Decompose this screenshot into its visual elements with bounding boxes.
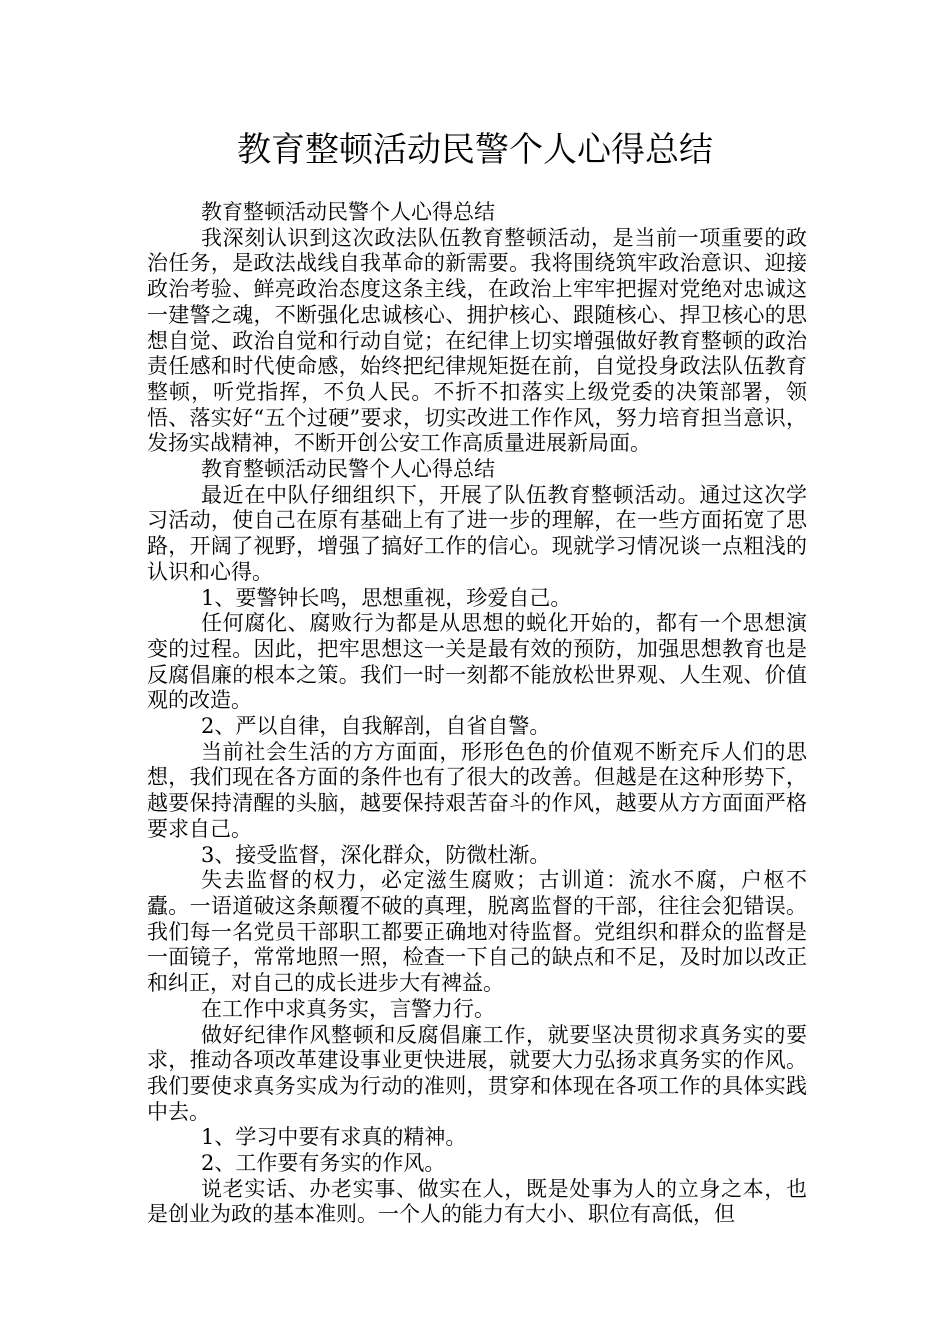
paragraph-subtitle-2: 教育整顿活动民警个人心得总结 xyxy=(201,457,495,482)
list-item: 2、工作要有务实的作风。 xyxy=(201,1151,446,1176)
paragraph: 当前社会生活的方方面面，形形色色的价值观不断充斥人们的思想，我们现在各方面的条件也有了很大的改善。但越是在这种形势下，越要保持清醒的头脑，越要保持艰苦奋斗的作风，越要从方方面面严格要求自己。 xyxy=(147,739,807,841)
section-heading: 2、严以自律，自我解剖，自省自警。 xyxy=(201,714,551,739)
paragraph: 说老实话、办老实事、做实在人，既是处事为人的立身之本，也是创业为政的基本准则。一个人的能力有大小、职位有高低，但 xyxy=(147,1176,807,1227)
section-heading: 3、接受监督，深化群众，防微杜渐。 xyxy=(201,842,551,867)
document-body xyxy=(147,200,807,1228)
section-heading: 1、要警钟长鸣，思想重视，珍爱自己。 xyxy=(201,585,572,610)
paragraph: 任何腐化、腐败行为都是从思想的蜕化开始的，都有一个思想演变的过程。因此，把牢思想这一关是最有效的预防，加强思想教育也是反腐倡廉的根本之策。我们一时一刻都不能放松世界观、人生观、价值观的改造。 xyxy=(147,611,807,713)
paragraph: 做好纪律作风整顿和反腐倡廉工作，就要坚决贯彻求真务实的要求，推动各项改革建设事业更快进展，就要大力弘扬求真务实的作风。我们要使求真务实成为行动的准则，贯穿和体现在各项工作的具体实践中去。 xyxy=(147,1022,807,1124)
document-title: 教育整顿活动民警个人心得总结 xyxy=(237,130,713,170)
paragraph: 失去监督的权力，必定滋生腐败；古训道：流水不腐，户枢不蠹。一语道破这条颠覆不破的真理，脱离监督的干部，往往会犯错误。我们每一名党员干部职工都要正确地对待监督。党组织和群众的监督是一面镜子，常常地照一照，检查一下自己的缺点和不足，及时加以改正和纠正，对自己的成长进步大有裨益。 xyxy=(147,868,807,996)
paragraph: 最近在中队仔细组织下，开展了队伍教育整顿活动。通过这次学习活动，使自己在原有基础上有了进一步的理解，在一些方面拓宽了思路，开阔了视野，增强了搞好工作的信心。现就学习情况谈一点粗浅的认识和心得。 xyxy=(147,482,807,584)
paragraph: 我深刻认识到这次政法队伍教育整顿活动，是当前一项重要的政治任务，是政法战线自我革命的新需要。我将围绕筑牢政治意识、迎接政治考验、鲜亮政治态度这条主线，在政治上牢牢把握对党绝对忠诚这一建警之魂，不断强化忠诚核心、拥护核心、跟随核心、捍卫核心的思想自觉、政治自觉和行动自觉；在纪律上切实增强做好教育整顿的政治责任感和时代使命感，始终把纪律规矩挺在前，自觉投身政法队伍教育整顿，听党指挥，不负人民。不折不扣落实上级党委的决策部署，领悟、落实好“五个过硬”要求，切实改进工作作风，努力培育担当意识，发扬实战精神，不断开创公安工作高质量进展新局面。 xyxy=(147,225,807,456)
section-heading: 在工作中求真务实，言警力行。 xyxy=(201,996,495,1021)
list-item: 1、学习中要有求真的精神。 xyxy=(201,1125,467,1150)
paragraph-subtitle-1: 教育整顿活动民警个人心得总结 xyxy=(201,200,495,224)
